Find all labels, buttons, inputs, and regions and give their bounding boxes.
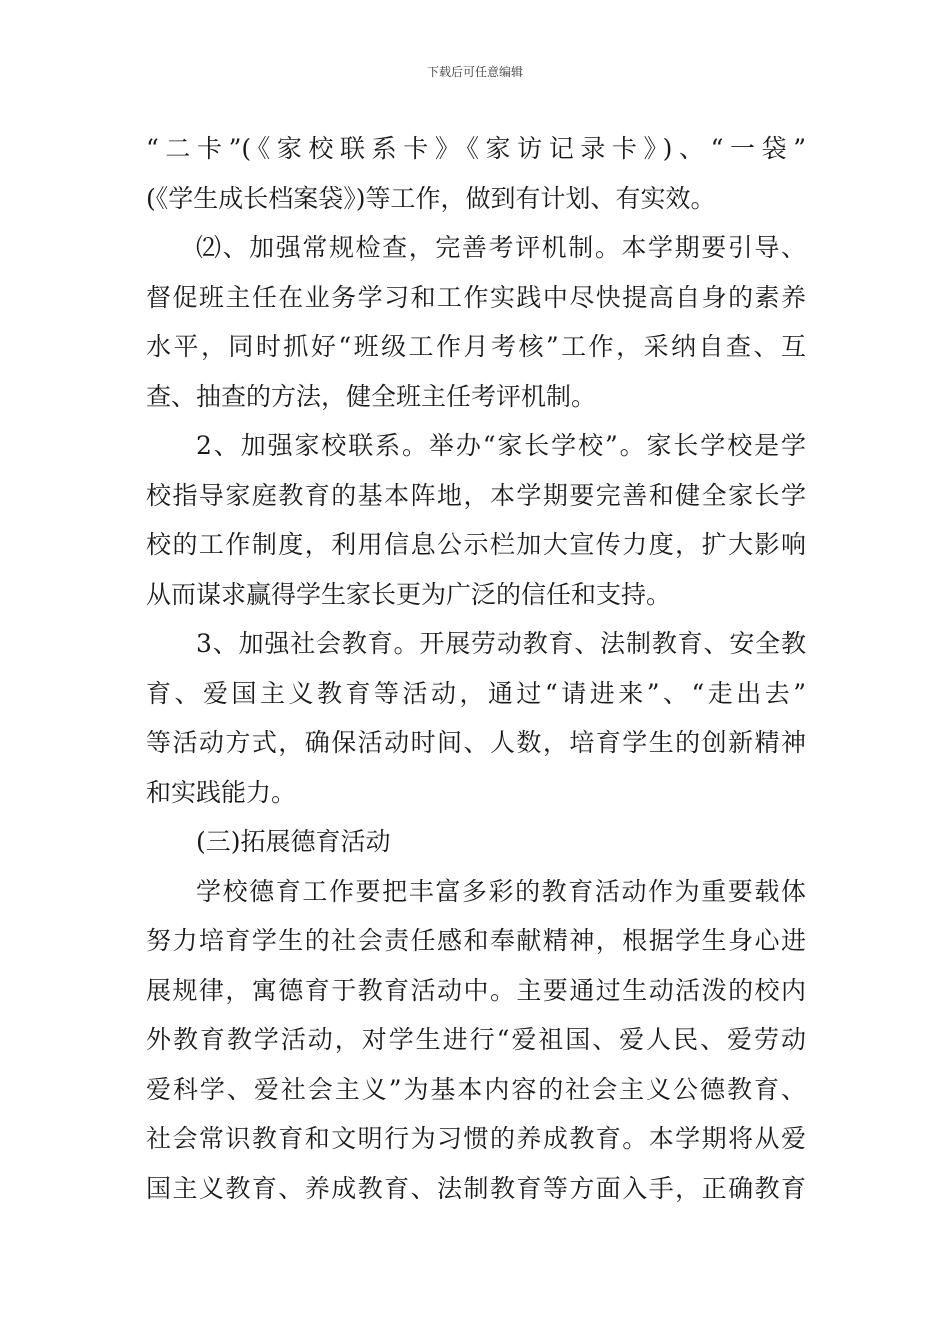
text-line: 等活动方式，确保活动时间、人数，培育学生的创新精神	[146, 728, 806, 757]
paragraph-start-line: 3、加强社会教育。开展劳动教育、法制教育、安全教	[196, 629, 806, 658]
paragraph-start-line: 学校德育工作要把丰富多彩的教育活动作为重要载体	[196, 876, 806, 906]
text-line: 水平，同时抓好“班级工作月考核”工作，采纳自查、互	[146, 332, 806, 361]
text-line: 从而谋求赢得学生家长更为广泛的信任和支持。	[146, 579, 672, 609]
section-heading: (三)拓展德育活动	[196, 827, 391, 856]
text-line: (《学生成长档案袋》)等工作，做到有计划、有实效。	[146, 183, 716, 213]
text-line: 努力培育学生的社会责任感和奉献精神，根据学生身心进	[146, 926, 806, 955]
text-line: 爱科学、爱社会主义”为基本内容的社会主义公德教育、	[146, 1074, 806, 1104]
page-header: 下载后可任意编辑	[426, 65, 523, 79]
paragraph-start-line: ⑵、加强常规检查，完善考评机制。本学期要引导、	[196, 233, 806, 262]
text-line: 展规律，寓德育于教育活动中。主要通过生动活泼的校内	[146, 975, 806, 1005]
document-body	[146, 124, 806, 1213]
text-line: 查、抽查的方法，健全班主任考评机制。	[146, 381, 597, 411]
text-line: 社会常识教育和文明行为习惯的养成教育。本学期将从爱	[146, 1124, 806, 1153]
text-line: 外教育教学活动，对学生进行“爱祖国、爱人民、爱劳动	[146, 1025, 806, 1054]
text-line: “二卡”(《家校联系卡》《家访记录卡》)、“一袋”	[146, 134, 806, 163]
text-line: 和实践能力。	[146, 777, 297, 807]
text-line: 校的工作制度，利用信息公示栏加大宣传力度，扩大影响	[146, 530, 806, 559]
text-line: 育、爱国主义教育等活动，通过“请进来”、“走出去”	[146, 678, 806, 708]
text-line: 督促班主任在业务学习和工作实践中尽快提高自身的素养	[146, 282, 806, 312]
text-line: 国主义教育、养成教育、法制教育等方面入手，正确教育	[146, 1173, 806, 1203]
text-line: 校指导家庭教育的基本阵地，本学期要完善和健全家长学	[146, 480, 806, 510]
paragraph-start-line: 2、加强家校联系。举办“家长学校”。家长学校是学	[196, 431, 806, 460]
